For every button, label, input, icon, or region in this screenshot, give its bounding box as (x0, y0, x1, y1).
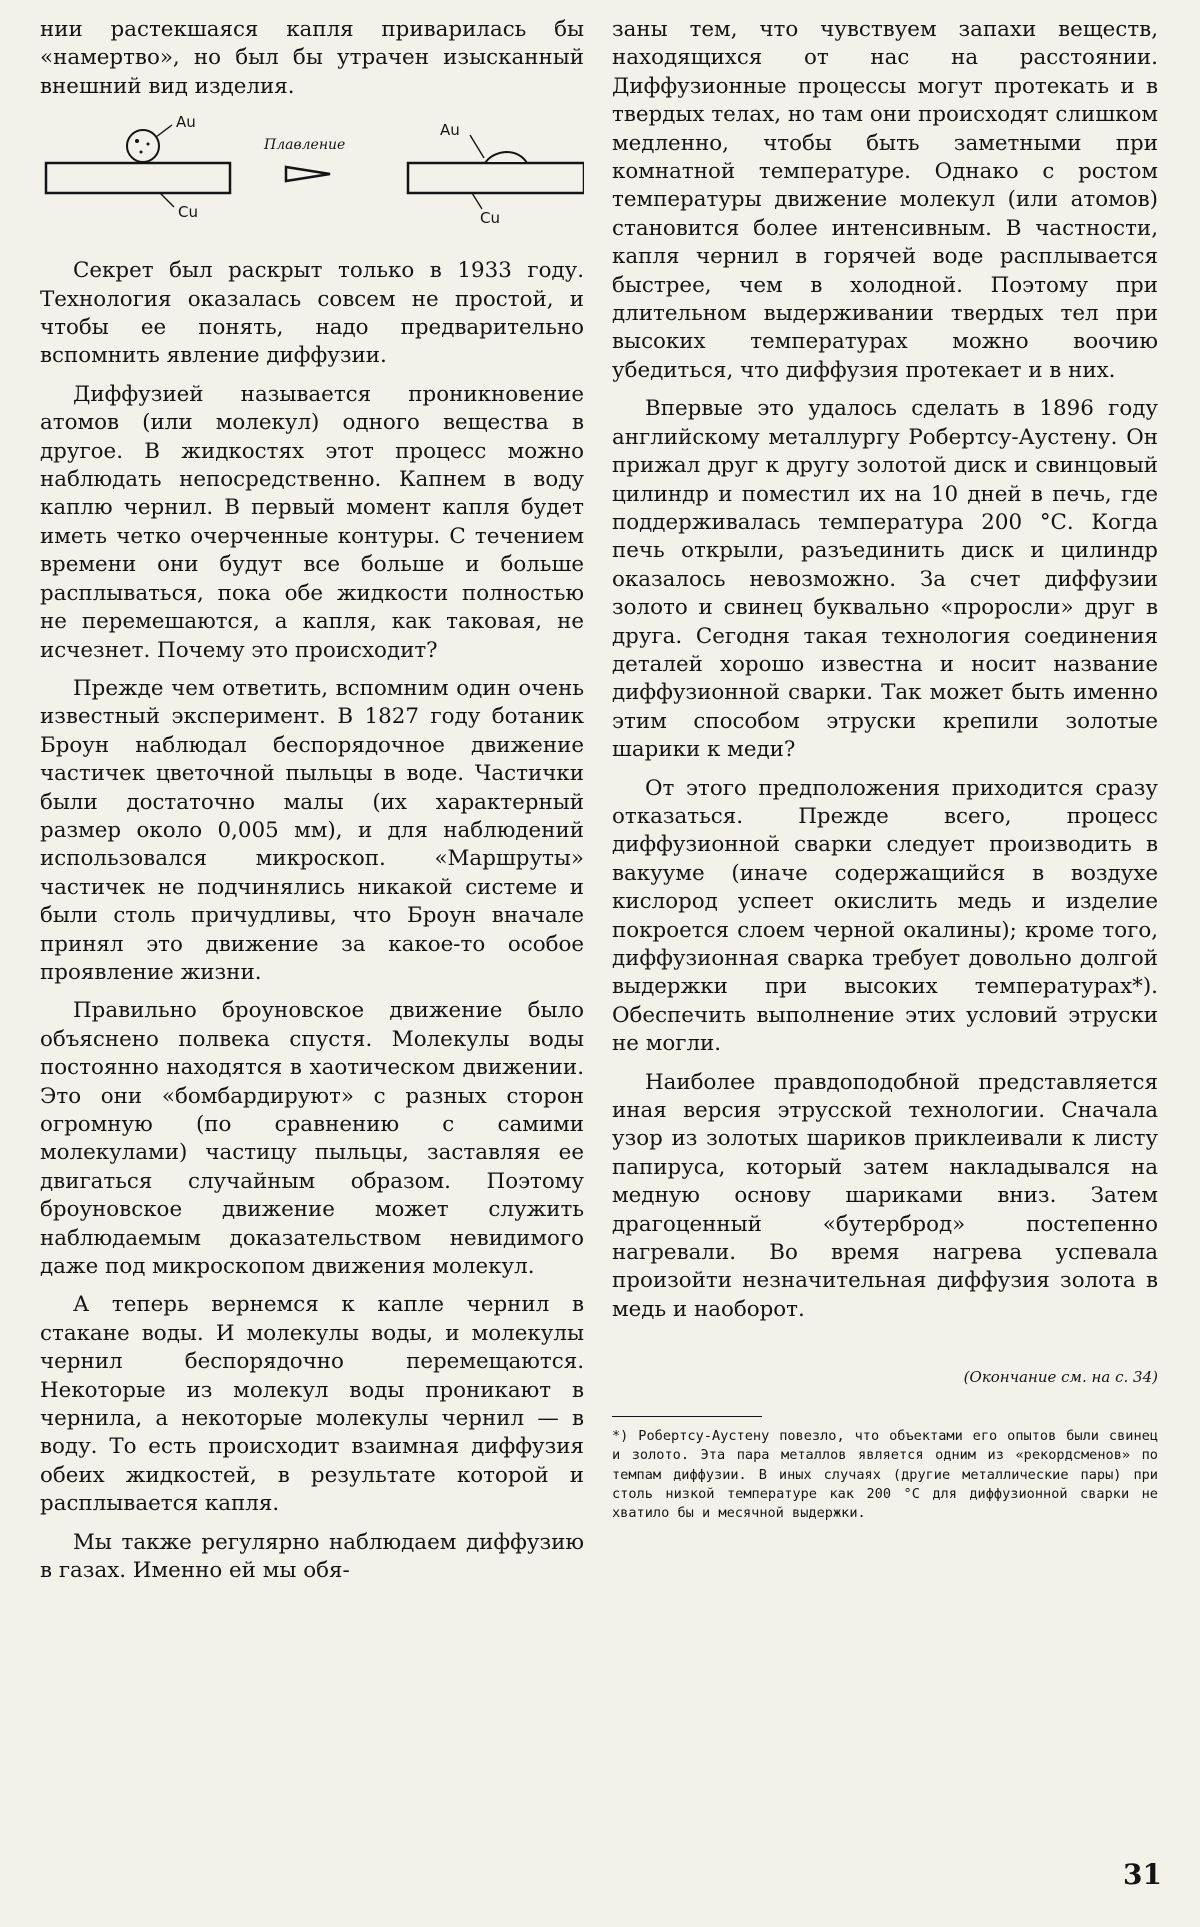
label-au-after: Au (440, 121, 460, 140)
figure-caption: Плавление (264, 137, 346, 154)
footnote-divider (612, 1416, 762, 1417)
arrow-icon (286, 167, 330, 181)
label-au-before: Au (176, 113, 196, 132)
paragraph: Прежде чем ответить, вспомним один очень известный эксперимент. В 1827 году ботаник Броун наблюдал беспорядочное движение частичек цветочной пыльцы в воде. Частички были достаточно малы (их характерный размер около 0,005 мм), и для наблюдений использовался микроскоп. «Маршруты» частичек не подчинялись никакой системе и были столь причудливы, что Броун вначале принял это движение за какое-то особое проявление жизни. (40, 675, 584, 985)
paragraph: Наиболее правдоподобной представляется иная версия этрусской технологии. Сначала узор из золотых шариков приклеивали к листу папируса, который затем накладывался на медную основу шариками вниз. Затем драгоценный «бутерброд» постепенно нагревали. Во время нагрева успевала произойти незначительная диффузия золота в медь и наоборот. (612, 1069, 1158, 1322)
label-cu-before: Cu (178, 203, 198, 222)
continued-note: (Окончание см. на с. 34) (963, 1368, 1158, 1387)
melted-gold (485, 152, 527, 163)
footnote: *) Робертсу-Аустену повезло, что объектами его опытов были свинец и золото. Эта пара металлов является одним из «рекордсменов» по темпам диффузии. В иных случаях (другие металлические пары) при столь низкой температуре как 200 °С для диффузионной сварки не хватило бы и месячной выдержки. (612, 1428, 1158, 1522)
paragraph: Мы также регулярно наблюдаем диффузию в газах. Именно ей мы обя- (40, 1529, 584, 1584)
page-number: 31 (1123, 1858, 1162, 1891)
paragraph: нии растекшаяся капля приварилась бы «намертво», но был бы утрачен изысканный внешний вид изделия. (40, 17, 584, 99)
label-cu-after: Cu (480, 209, 500, 228)
paragraph: А теперь вернемся к капле чернил в стакане воды. И молекулы воды, и молекулы чернил беспорядочно перемещаются. Некоторые из молекул воды проникают в чернила, а некоторые молекулы чернил — в воду. То есть происходит взаимная диффузия обеих жидкостей, в результате которой и расплывается капля. (40, 1292, 584, 1517)
copper-plate-after (408, 163, 584, 193)
gold-ball (127, 130, 159, 162)
right-column (612, 16, 1158, 1523)
paragraph: заны тем, что чувствуем запахи веществ, находящихся от нас на расстоянии. Диффузионные процессы могут протекать и в твердых телах, но там они происходят слишком медленно, чтобы быть заметными при комнатной температуре. Однако с ростом температуры движение молекул (или атомов) становится более интенсивным. В частности, капля чернил в горячей воде расплывается быстрее, чем в холодной. Поэтому при длительном выдерживании твердых тел при высоких температурах можно воочию убедиться, что диффузия протекает и в них. (612, 17, 1158, 383)
paragraph: Диффузией называется проникновение атомов (или молекул) одного вещества в другое. В жидкостях этот процесс можно наблюдать непосредственно. Капнем в воду каплю чернил. В первый момент капля будет иметь четко очерченные контуры. С течением времени они будут все больше и больше расплываться, пока обе жидкости полностью не перемешаются, а капля, как таковая, не исчезнет. Почему это происходит? (40, 381, 584, 663)
melting-diagram-drawing (40, 111, 584, 231)
melting-diagram (40, 111, 584, 231)
left-column (40, 16, 584, 1596)
paragraph: Правильно броуновское движение было объяснено полвека спустя. Молекулы воды постоянно находятся в хаотическом движении. Это они «бомбардируют» с разных сторон огромную (по сравнению с самими молекулами) частицу пыльцы, заставляя ее двигаться случайным образом. Поэтому броуновское движение может служить наблюдаемым доказательством невидимого даже под микроскопом движения молекул. (40, 998, 584, 1280)
paragraph: Впервые это удалось сделать в 1896 году английскому металлургу Робертсу-Аустену. Он прижал друг к другу золотой диск и свинцовый цилиндр и поместил их на 10 дней в печь, где поддерживалась температура 200 °С. Когда печь открыли, разъединить диск и цилиндр оказалось невозможно. За счет диффузии золото и свинец буквально «проросли» друг в друга. Сегодня такая технология соединения деталей хорошо известна и носит название диффузионной сварки. Так может быть именно этим способом этруски крепили золотые шарики к меди? (612, 396, 1158, 763)
paragraph: Секрет был раскрыт только в 1933 году. Технология оказалась совсем не простой, и чтобы ее понять, надо предварительно вспомнить явление диффузии. (40, 258, 584, 369)
copper-plate-before (46, 163, 230, 193)
paragraph: От этого предположения приходится сразу отказаться. Прежде всего, процесс диффузионной сварки следует производить в вакууме (иначе содержащийся в воздухе кислород успеет окислить медь и изделие покроется слоем черной окалины); кроме того, диффузионная сварка требует довольно долгой выдержки при высоких температурах*). Обеспечить выполнение этих условий этруски не могли. (612, 775, 1158, 1057)
